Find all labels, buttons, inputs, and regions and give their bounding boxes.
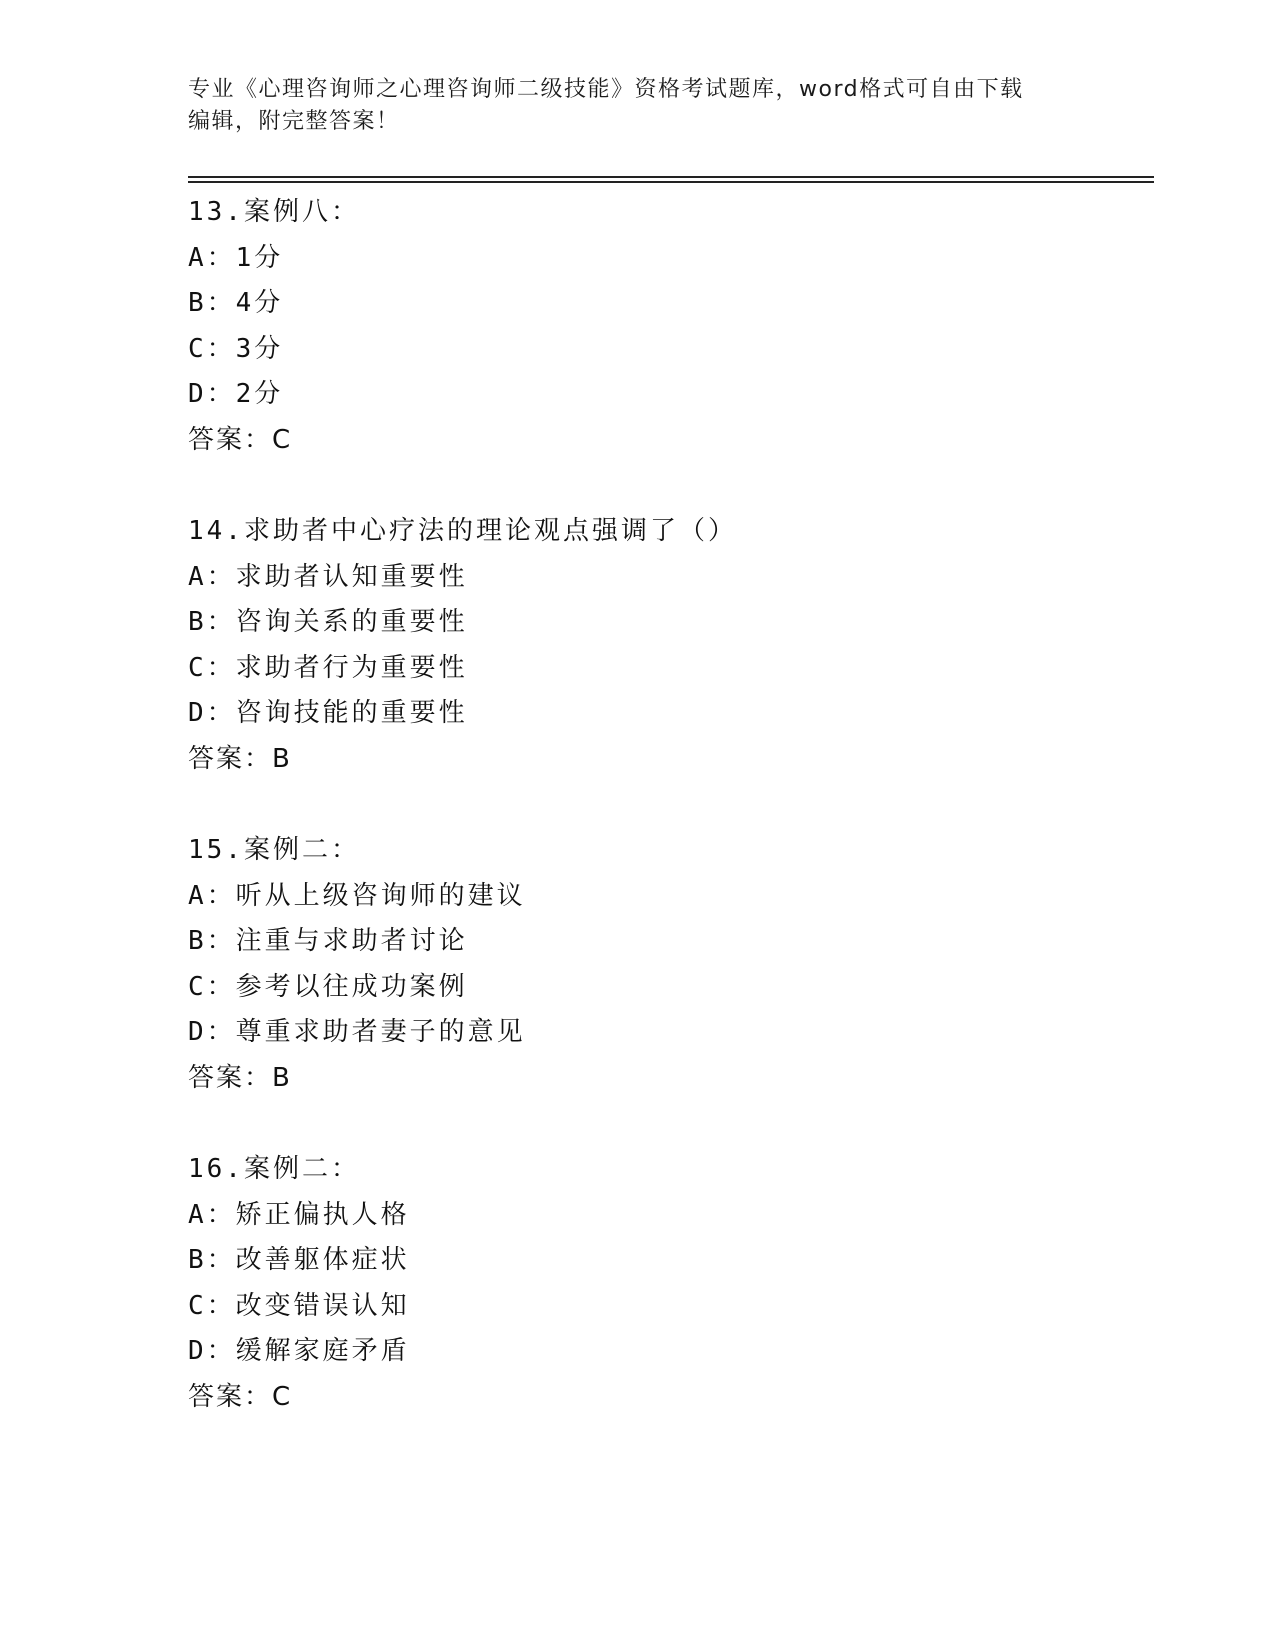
option-d: D：2分 [188, 379, 284, 409]
header-divider-bottom [188, 181, 1154, 183]
option-d: D：咨询技能的重要性 [188, 698, 468, 728]
option-c: C：参考以往成功案例 [188, 971, 468, 1002]
answer-line: 答案：B [188, 743, 292, 774]
option-a: A：1分 [188, 242, 284, 273]
question-13 [188, 190, 1148, 463]
option-c: C：改变错误认知 [188, 1290, 410, 1321]
question-stem: 13.案例八： [188, 197, 360, 227]
document-header [188, 74, 1068, 138]
question-stem: 14.求助者中心疗法的理论观点强调了（） [188, 516, 737, 546]
option-b: B：注重与求助者讨论 [188, 926, 468, 956]
question-16 [188, 1147, 1148, 1420]
option-c: C：求助者行为重要性 [188, 652, 468, 683]
question-list [188, 190, 1148, 1466]
option-d: D：缓解家庭矛盾 [188, 1336, 410, 1366]
option-c: C：3分 [188, 333, 284, 364]
option-b: B：4分 [188, 288, 284, 318]
answer-line: 答案：B [188, 1062, 292, 1093]
question-15 [188, 828, 1148, 1101]
option-a: A：求助者认知重要性 [188, 561, 468, 592]
option-a: A：听从上级咨询师的建议 [188, 880, 526, 911]
header-line-1: 专业《心理咨询师之心理咨询师二级技能》资格考试题库，word格式可自由下载 [188, 77, 1024, 102]
option-b: B：咨询关系的重要性 [188, 607, 468, 637]
question-stem: 15.案例二： [188, 835, 360, 865]
question-14 [188, 509, 1148, 782]
answer-line: 答案：C [188, 424, 293, 455]
header-divider-top [188, 176, 1154, 178]
header-line-2: 编辑，附完整答案！ [188, 109, 400, 134]
option-a: A：矫正偏执人格 [188, 1199, 410, 1230]
question-stem: 16.案例二： [188, 1154, 360, 1184]
option-d: D：尊重求助者妻子的意见 [188, 1017, 526, 1047]
option-b: B：改善躯体症状 [188, 1245, 410, 1275]
answer-line: 答案：C [188, 1381, 293, 1412]
